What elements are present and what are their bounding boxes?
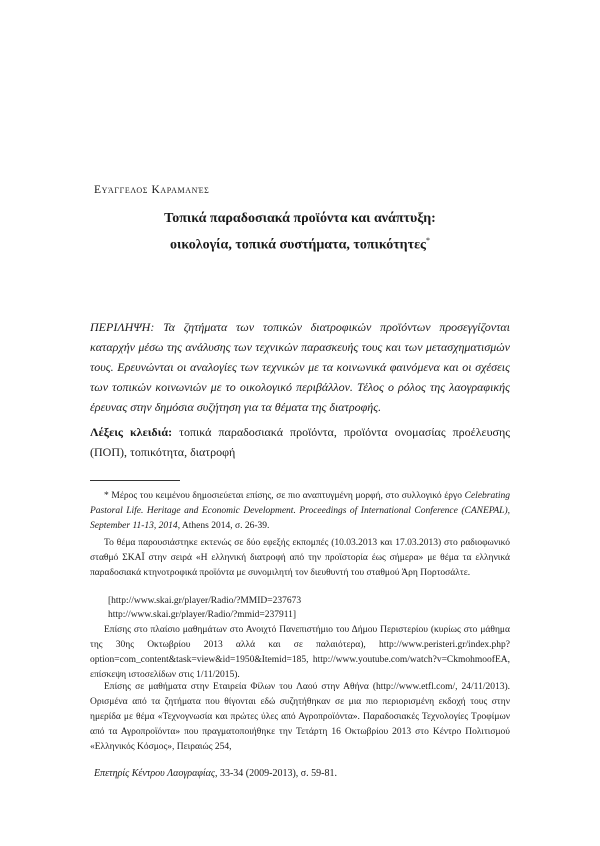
keywords-label: Λέξεις κλειδιά: [90,425,173,439]
author-name: Ευάγγελος Καραμανές [94,184,210,196]
footnote-1-mark: * [104,491,109,501]
footer-citation: , 33-34 (2009-2013), σ. 59-81. [214,768,338,779]
abstract [90,317,510,417]
footer-journal: Επετηρίς Κέντρου Λαογραφίας [94,768,215,779]
footnote-2: Το θέμα παρουσιάστηκε εκτενώς σε δύο εφεξής εκπομπές (10.03.2013 και 17.03.2013) στο ραδιοφωνικό σταθμό ΣΚΑΪ στην σειρά «Η ελληνική διατροφή από την προϊστορία έως σήμερα» με θέμα τα ελληνικά παραδοσιακά κτηνοτροφικά προϊόντα με συνομιλητή τον διευθυντή του σταθμού Άρη Πορτοσάλτε. [90,538,510,578]
title-footnote-mark: * [425,236,430,245]
keywords [90,422,510,462]
journal-footer [94,768,337,779]
keywords-text: τοπικά παραδοσιακά προϊόντα, προϊόντα ονομασίας προέλευσης (ΠΟΠ), τοπικότητα, διατροφή [90,425,511,459]
footnote-1-post: , Athens 2014, σ. 26-39. [177,521,270,531]
footnote-url-1[interactable]: [http://www.skai.gr/player/Radio/?MMID=237673 [108,596,302,606]
footnote-1 [90,489,510,534]
article-title-line-1: Τοπικά παραδοσιακά προϊόντα και ανάπτυξη: [164,211,436,226]
footnote-1-pre: Μέρος του κειμένου δημοσιεύεται επίσης, σε πιο αναπτυγμένη μορφή, στο συλλογικό έργο [111,491,462,501]
footnote-3: Επίσης στο πλαίσιο μαθημάτων στο Ανοιχτό Πανεπιστήμιο του Δήμου Περιστερίου (κυρίως στο μάθημα της 30ης Οκτωβρίου 2013 αλλά και σε παλαιότερα), http://www.peristeri.gr/index.php?option=com_content&task=view&id=1950&Itemid=185, http://www.youtube.com/watch?v=CkmohmoofEA, επίσκεψη ιστοσελίδων στις 1/11/2015). [90,625,510,680]
footnote-4: Επίσης σε μαθήματα στην Εταιρεία Φίλων του Λαού στην Αθήνα (http://www.etfl.com/, 24/11/2013). Ορισμένα από τα ζητήματα που θίγονται εδώ συζητήθηκαν σε μια πιο περιορισμένη εκδοχή τους στην ημερίδα με θέμα «Τεχνογνωσία και πρώτες ύλες από Αγροπροϊόντα». Παραδοσιακές Τεχνολογίες Τροφίμων από τα Αγροπροϊόντα» που πραγματοποιήθηκε την Τετάρτη 16 Οκτωβρίου 2013 στο Κέντρο Πολιτισμού «Ελληνικός Κόσμος», Πειραιώς 254, [90,682,510,752]
footnote-separator [90,480,180,481]
article-title-line-2 [94,230,506,257]
abstract-label: ΠΕΡΙΛΗΨΗ: [90,320,155,334]
footnote-1-italic: Celebrating Pastoral Life. Heritage and Economic Development. Proceedings of International Conference (CANEPAL), September 11-13, 2014 [90,491,511,531]
abstract-text: Τα ζητήματα των τοπικών διατροφικών προϊόντων προσεγγίζονται καταρχήν μέσω της ανάλυσης των τεχνικών παρασκευής τους και των μετασχηματισμών τους. Ερευνώνται οι αναλογίες των τεχνικών με τα κοινωνικά φαινόμενα και οι σχέσεις των τοπικών κοινωνιών με το οικολογικό περιβάλλον. Τέλος ο ρόλος της λαογραφικής έρευνας στην δημόσια συζήτηση για τα θέματα της διατροφής. [90,320,510,414]
footnote-url-2[interactable]: http://www.skai.gr/player/Radio/?mmid=237911] [108,610,297,620]
article-title-line-2-text: οικολογία, τοπικά συστήματα, τοπικότητες [170,237,426,253]
